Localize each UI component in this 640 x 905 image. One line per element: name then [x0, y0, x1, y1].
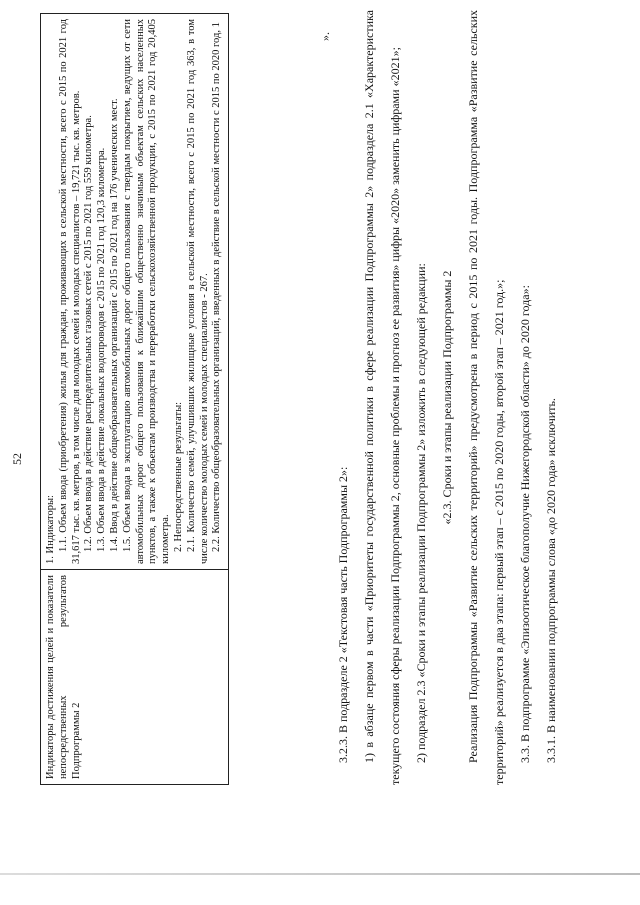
table-line: 1.5. Объем ввода в эксплуатацию автомобильных дорог общего пользования с твердым покрытием, ведущих от сети автомобильных дорог общего пользования к ближайшим общественно значимым объектам сельских населенных пунктов, а также к объектам производства и переработки сельскохозяйственной продукции, с 2015 по 2021 год 20,405 километра. [121, 19, 172, 564]
paragraph: 3.3.1. В наименовании подпрограммы слова «до 2020 года» исключить. [544, 398, 558, 763]
table-line: 2.1. Количество семей, улучшивших жилищные условия в сельской местности, всего с 2015 по 2021 год 363, в том числе количество молодых семей и молодых специалистов - 267. [185, 19, 210, 564]
indicators-table [40, 13, 229, 785]
closing-quote: ». [318, 32, 332, 41]
document-body [330, 10, 564, 785]
table-line: 1.3. Объем ввода в действие локальных водопроводов с 2015 по 2021 год 120,3 километра. [96, 147, 108, 552]
paragraph: 1) в абзаце первом в части «Приоритеты государственной политики в сфере реализации Подпрограммы 2» подраздела 2.1 «Характеристика текущего состояния сферы реализации Подпрограммы 2, основные проблемы и прогноз ее развития» цифры «2020» заменить цифрами «2021»; [362, 10, 402, 785]
table-right-cell [41, 14, 228, 569]
paragraph: 2) подраздел 2.3 «Сроки и этапы реализации Подпрограммы 2» изложить в следующей редакции: [414, 263, 428, 763]
paragraph: 3.2.3. В подразделе 2 «Текстовая часть Подпрограммы 2»: [336, 466, 350, 763]
section-heading: «2.3. Сроки и этапы реализации Подпрограммы 2 [440, 270, 454, 525]
paragraph: Реализация Подпрограммы «Развитие сельских территорий» предусмотрена в период с 2015 по 2021 годы. Подпрограмма «Развитие сельских территорий» реализуется в два этапа: первый этап – с 2015 по 2020 годы, второй этап – 2021 год.»; [466, 10, 506, 785]
table-line: 2.2. Количество общеобразовательных организаций, введенных в действие в сельской местности с 2015 по 2020 год, 1 [211, 22, 223, 552]
scan-fold-line [0, 873, 640, 875]
paragraph: 3.3. В подпрограмме «Эпизоотическое благополучие Нижегородской области» до 2020 года»: [518, 285, 532, 763]
table-left-cell: Индикаторы достижения целей и показатели непосредственных результатов Подпрограммы 2 [41, 569, 228, 784]
table-line: 1. Индикаторы: [45, 495, 56, 564]
table-line: 2. Непосредственные результаты: [172, 401, 184, 552]
table-line: 1.2. Объем ввода в действие распределительных газовых сетей с 2015 по 2021 год 559 километра. [83, 115, 95, 552]
page-number: 52 [10, 453, 24, 465]
table-line: 1.1. Объем ввода (приобретения) жилья для граждан, проживающих в сельской местности, всего с 2015 по 2021 год 31,617 тыс. кв. метров, в том числе для молодых семей и молодых специалистов – 19,721 тыс. кв. метров. [57, 19, 82, 564]
table-line: 1.4. Ввод в действие общеобразовательных организаций с 2015 по 2021 год на 176 ученических мест. [108, 98, 120, 552]
